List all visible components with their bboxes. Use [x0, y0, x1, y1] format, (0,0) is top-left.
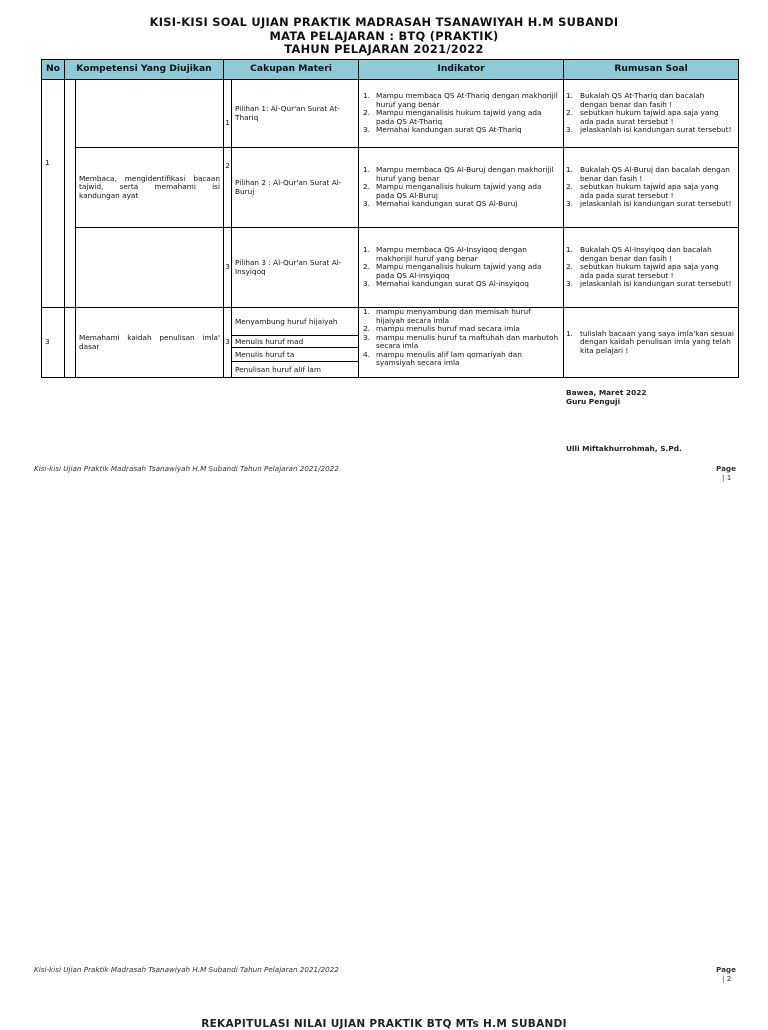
indikator-cell — [359, 148, 564, 228]
materi-item: Penulisan huruf alif lam — [235, 365, 321, 374]
page-num: | 2 — [722, 974, 732, 983]
list-item: 2. Mampu menganalisis hukum tajwid yang ada pada QS Al-insyiqoq — [363, 262, 542, 280]
page-label: Page — [716, 965, 736, 974]
indikator-cell — [359, 308, 564, 378]
title-line-1: KISI-KISI SOAL UJIAN PRAKTIK MADRASAH TSANAWIYAH H.M SUBANDI — [149, 15, 619, 29]
list-item: 1. Bukalah QS Al-Insyiqoq dan bacalah dengan benar dan fasih ! — [566, 245, 712, 263]
header-indikator: Indikator — [359, 60, 564, 80]
list-item: 1. Bukalah QS At-Thariq dan bacalah dengan benar dan fasih ! — [566, 91, 705, 109]
list-item: 3. mampu menulis huruf ta maftuhah dan marbutoh secara imla — [363, 332, 559, 350]
list-item: 3. Memahai kandungan surat QS At-Thariq — [363, 125, 522, 135]
kisi-kisi-table — [41, 59, 739, 378]
signature-role: Guru Penguji — [566, 397, 621, 406]
kompetensi-cell: Membaca, mengidentifikasi bacaan tajwid, serta memahami isi kandungan ayat — [76, 148, 224, 228]
materi-cell: Pilihan 2 : Al-Qur'an Surat Al-Buruj — [232, 148, 359, 228]
list-item: 1. mampu menyambung dan memisah huruf hijaiyah secara imla — [363, 307, 531, 325]
rumusan-cell — [564, 80, 739, 148]
kompetensi-cell-top — [76, 80, 224, 148]
list-item: 4. mampu menulis alif lam qomariyah dan syamsiyah secara imla — [363, 349, 522, 367]
blank-cell — [65, 80, 76, 308]
list-item: 2. sebutkan hukum tajwid apa saja yang ada pada surat tersebut ! — [566, 108, 719, 126]
table-row — [42, 80, 739, 148]
list-item: 1. tulislah bacaan yang saya imla'kan sesuai dengan kaidah penulisan imla yang telah kita pelajari ! — [566, 328, 734, 355]
kompetensi-cell: Memahami kaidah penulisan imla' dasar — [76, 308, 224, 378]
materi-cell: Pilihan 1: Al-Qur'an Surat At-Thariq — [232, 80, 359, 148]
list-item: 3. jelaskanlah isi kandungan surat tersebut! — [566, 199, 732, 209]
kompetensi-cell-bottom — [76, 228, 224, 308]
materi-item: Menulis huruf mad — [232, 336, 358, 348]
page-number — [716, 464, 736, 482]
list-item: 1. Bukalah QS Al-Buruj dan bacalah dengan benar dan fasih ! — [566, 165, 730, 183]
page-num: | 1 — [722, 473, 732, 482]
list-item: 2. sebutkan hukum tajwid apa saja yang ada pada surat tersebut ! — [566, 262, 719, 280]
rumusan-cell — [564, 308, 739, 378]
header-rumusan-soal: Rumusan Soal — [564, 60, 739, 80]
list-item: 2. sebutkan hukum tajwid apa saja yang ada pada surat tersebut ! — [566, 182, 719, 200]
row-number: 1 — [42, 80, 65, 308]
indikator-cell — [359, 228, 564, 308]
list-item: 1. Mampu membaca QS At-Thariq dengan makhorijil huruf yang benar — [363, 91, 558, 109]
signature-name: Ulli Miftakhurrohmah, S.Pd. — [566, 444, 682, 453]
materi-item: Menyambung huruf hijaiyah — [232, 308, 358, 336]
indikator-cell — [359, 80, 564, 148]
sub-number: 2 — [224, 148, 232, 228]
table-header-row — [42, 60, 739, 80]
footer-text: Kisi-kisi Ujian Praktik Madrasah Tsanawiyah H.M Subandi Tahun Pelajaran 2021/2022 — [34, 965, 339, 974]
list-item: 2. Mampu menganalisis hukum tajwid yang ada pada QS At-Thariq — [363, 108, 542, 126]
sub-number: 3 — [224, 228, 232, 308]
list-item: 1. Mampu membaca QS Al-Insyiqoq dengan makhorijil huruf yang benar — [363, 245, 527, 263]
next-page-title: REKAPITULASI NILAI UJIAN PRAKTIK BTQ MTs H.M SUBANDI — [201, 1018, 567, 1030]
title-line-3: TAHUN PELAJARAN 2021/2022 — [284, 42, 484, 56]
sub-number: 1 — [224, 80, 232, 148]
list-item: 2. mampu menulis huruf mad secara imla — [363, 324, 520, 333]
place-date: Bawea, Maret 2022 — [566, 388, 647, 397]
rumusan-cell — [564, 228, 739, 308]
header-no: No — [42, 60, 65, 80]
list-item: 3. jelaskanlah isi kandungan surat tersebut! — [566, 125, 732, 135]
table-row — [42, 228, 739, 308]
table-row — [42, 308, 739, 378]
footer-text: Kisi-kisi Ujian Praktik Madrasah Tsanawiyah H.M Subandi Tahun Pelajaran 2021/2022 — [34, 464, 339, 473]
title-line-2: MATA PELAJARAN : BTQ (PRAKTIK) — [269, 28, 499, 43]
page-number — [716, 965, 736, 983]
table-row — [42, 148, 739, 228]
blank-cell — [65, 308, 76, 378]
header-kompetensi: Kompetensi Yang Diujikan — [65, 60, 224, 80]
materi-item: Menulis huruf ta — [232, 348, 358, 362]
rumusan-cell — [564, 148, 739, 228]
document-title — [0, 16, 768, 57]
list-item: 3. jelaskanlah isi kandungan surat tersebut! — [566, 279, 732, 289]
sub-number: 3 — [224, 308, 232, 378]
header-cakupan-materi: Cakupan Materi — [224, 60, 359, 80]
materi-cell — [232, 308, 359, 378]
list-item: 2. Mampu menganalisis hukum tajwid yang ada pada QS Al-Buruj — [363, 182, 542, 200]
page-label: Page — [716, 464, 736, 473]
list-item: 1. Mampu membaca QS Al-Buruj dengan makhorijil huruf yang benar — [363, 165, 554, 183]
row-number: 3 — [42, 308, 65, 378]
list-item: 3. Memahai kandungan surat QS Al-insyiqoq — [363, 279, 529, 289]
materi-cell: Pilihan 3 : Al-Qur'an Surat Al-Insyiqoq — [232, 228, 359, 308]
list-item: 3. Memahai kandungan surat QS Al-Buruj — [363, 199, 518, 209]
